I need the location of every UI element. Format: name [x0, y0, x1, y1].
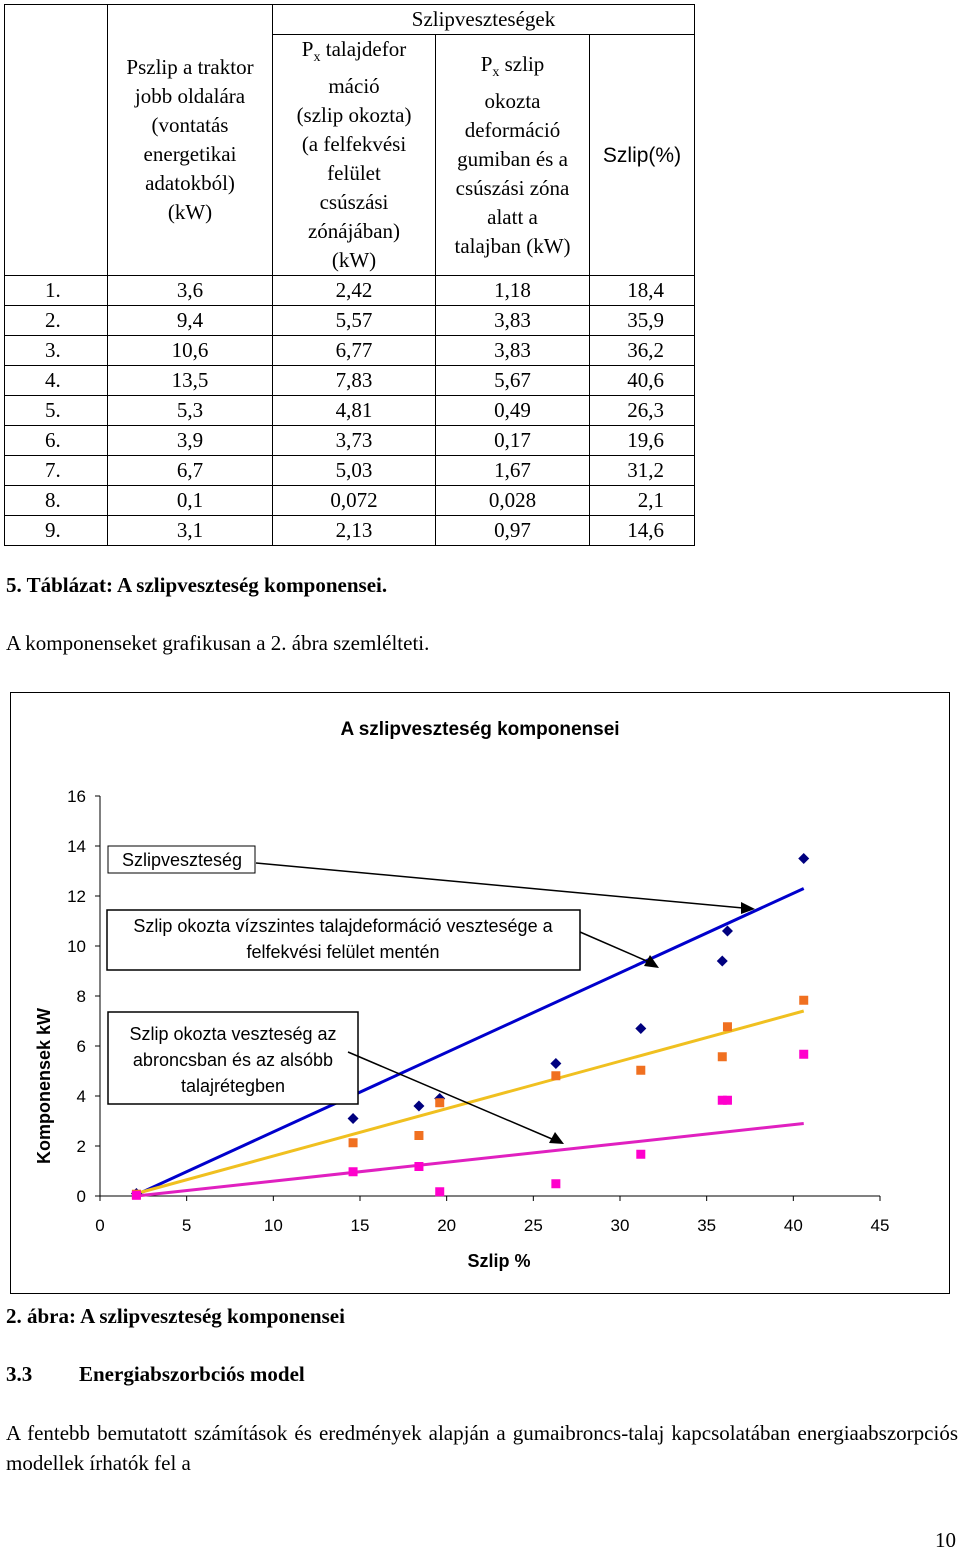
x-tick-label: 0 [95, 1216, 105, 1235]
table-corner-cell [5, 5, 108, 276]
y-tick-label: 6 [76, 1037, 86, 1056]
cell-szlip: 26,3 [590, 396, 695, 426]
x-tick-label: 30 [610, 1216, 630, 1235]
header-line: csúszási zóna [455, 175, 570, 200]
cell-pszlip: 6,7 [108, 456, 273, 486]
cell-talajdef: 2,13 [273, 516, 436, 546]
table-caption: 5. Táblázat: A szlipveszteség komponensei. [6, 573, 388, 597]
data-point-square [414, 1162, 423, 1171]
table-row [5, 396, 695, 426]
cell-pszlip: 13,5 [108, 366, 273, 396]
data-point-square [349, 1167, 358, 1176]
data-point-square [723, 1022, 732, 1031]
header-line: gumiban és a [457, 146, 568, 171]
cell-talajdef: 0,072 [273, 486, 436, 516]
cell-szlip: 2,1 [590, 486, 695, 516]
header-line: okozta [484, 88, 541, 113]
cell-talajdef: 5,57 [273, 306, 436, 336]
header-px-talajdeformacio [273, 35, 436, 276]
header-line: felület [327, 161, 381, 186]
chart-frame [11, 693, 950, 1294]
cell-szlip: 14,6 [590, 516, 695, 546]
page-number: 10 [935, 1528, 956, 1552]
cell-talajdef: 7,83 [273, 366, 436, 396]
y-axis-label: Komponensek kW [34, 1007, 54, 1165]
header-line: talajdefor [325, 37, 407, 61]
row-index: 6. [5, 426, 108, 456]
row-index: 8. [5, 486, 108, 516]
cell-szlip: 31,2 [590, 456, 695, 486]
table-row [5, 486, 695, 516]
data-point-square [435, 1187, 444, 1196]
cell-gumi: 1,18 [436, 276, 590, 306]
row-index: 2. [5, 306, 108, 336]
annotation-text-3a: Szlip okozta veszteség az [129, 1024, 337, 1044]
cell-pszlip: 3,1 [108, 516, 273, 546]
row-index: 7. [5, 456, 108, 486]
header-line: szlip [504, 51, 545, 76]
data-point-square [636, 1150, 645, 1159]
cell-gumi: 5,67 [436, 366, 590, 396]
cell-talajdef: 6,77 [273, 336, 436, 366]
annotation-text-1: Szlipveszteség [121, 850, 243, 870]
y-tick-label: 2 [76, 1137, 86, 1156]
cell-szlip: 35,9 [590, 306, 695, 336]
header-szlipvesztesegek: Szlipveszteségek [273, 5, 695, 35]
table-row [5, 306, 695, 336]
cell-gumi: 0,97 [436, 516, 590, 546]
px-symbol: $P_x$ [480, 51, 500, 80]
section-number: 3.3 [6, 1362, 33, 1386]
chart-container [10, 692, 950, 1294]
data-point-square [636, 1066, 645, 1075]
x-tick-label: 10 [263, 1216, 283, 1235]
table-row [5, 366, 695, 396]
y-tick-label: 0 [76, 1187, 86, 1206]
header-line: csúszási [319, 190, 389, 215]
data-point-square [723, 1096, 732, 1105]
data-point-square [799, 996, 808, 1005]
data-point-square [435, 1098, 444, 1107]
chart-title: A szlipveszteség komponensei [340, 719, 620, 740]
data-point-square [414, 1131, 423, 1140]
header-line: alatt a [487, 204, 538, 229]
cell-gumi: 0,49 [436, 396, 590, 426]
cell-pszlip: 5,3 [108, 396, 273, 426]
y-tick-label: 4 [76, 1087, 86, 1106]
y-tick-label: 12 [67, 887, 86, 906]
slip-loss-chart [10, 692, 950, 1294]
cell-gumi: 3,83 [436, 336, 590, 366]
cell-szlip: 18,4 [590, 276, 695, 306]
header-line: (kW) [331, 248, 377, 273]
x-tick-label: 25 [523, 1216, 543, 1235]
x-tick-label: 40 [783, 1216, 803, 1235]
body-paragraph: A fentebb bemutatott számítások és eredmények alapján a gumaibroncs-talaj kapcsolatában energiaabszorpciós modellek írhatók fel a [6, 1421, 958, 1475]
row-index: 5. [5, 396, 108, 426]
data-point-square [799, 1050, 808, 1059]
row-index: 3. [5, 336, 108, 366]
annotation-text-3c: talajrétegben [180, 1076, 286, 1096]
header-line: talajban (kW) [454, 233, 571, 258]
cell-szlip: 36,2 [590, 336, 695, 366]
cell-gumi: 1,67 [436, 456, 590, 486]
header-line: (vontatás [151, 113, 229, 138]
cell-talajdef: 3,73 [273, 426, 436, 456]
header-px-szlip-deformacio [436, 35, 590, 276]
table-row [5, 456, 695, 486]
y-tick-label: 14 [67, 837, 86, 856]
data-point-square [551, 1179, 560, 1188]
x-tick-label: 20 [437, 1216, 457, 1235]
cell-szlip: 40,6 [590, 366, 695, 396]
header-line: (a felfekvési [301, 132, 407, 157]
cell-talajdef: 5,03 [273, 456, 436, 486]
px-symbol: $P_x$ [301, 37, 321, 66]
table-row [5, 516, 695, 546]
annotation-text-3b: abroncsban és az alsóbb [132, 1050, 334, 1070]
header-pszlip [108, 5, 273, 276]
annotation-text-2a: Szlip okozta vízszintes talajdeformáció vesztesége a [133, 916, 553, 936]
cell-gumi: 0,028 [436, 486, 590, 516]
header-line: Pszlip a traktor [126, 55, 254, 80]
cell-pszlip: 3,6 [108, 276, 273, 306]
header-line: zónájában) [307, 219, 401, 244]
header-line: (kW) [167, 200, 213, 225]
row-index: 9. [5, 516, 108, 546]
header-line: energetikai [143, 142, 237, 167]
intro-text: A komponenseket grafikusan a 2. ábra szemlélteti. [6, 631, 430, 655]
row-index: 4. [5, 366, 108, 396]
header-line: (szlip okozta) [296, 103, 412, 128]
cell-pszlip: 0,1 [108, 486, 273, 516]
x-tick-label: 15 [350, 1216, 370, 1235]
section-heading [6, 1362, 305, 1387]
cell-pszlip: 10,6 [108, 336, 273, 366]
data-point-square [718, 1052, 727, 1061]
figure-caption: 2. ábra: A szlipveszteség komponensei [6, 1304, 345, 1328]
cell-talajdef: 4,81 [273, 396, 436, 426]
data-point-square [551, 1071, 560, 1080]
y-tick-label: 10 [67, 937, 86, 956]
cell-pszlip: 9,4 [108, 306, 273, 336]
cell-talajdef: 2,42 [273, 276, 436, 306]
header-line: deformáció [464, 117, 561, 142]
annotation-text-2b: felfekvési felület mentén [246, 942, 440, 962]
table-row [5, 426, 695, 456]
cell-szlip: 19,6 [590, 426, 695, 456]
data-point-square [132, 1191, 141, 1200]
header-line: máció [328, 74, 380, 99]
x-tick-label: 5 [181, 1216, 192, 1235]
header-line: jobb oldalára [134, 84, 246, 109]
y-tick-label: 8 [76, 987, 86, 1006]
header-line: adatokból) [145, 171, 235, 196]
components-table [4, 4, 695, 546]
table-row [5, 276, 695, 306]
x-tick-label: 45 [870, 1216, 890, 1235]
table-row [5, 336, 695, 366]
cell-gumi: 3,83 [436, 306, 590, 336]
y-tick-label: 16 [67, 787, 86, 806]
x-tick-label: 35 [697, 1216, 717, 1235]
header-szlip-percent: Szlip(%) [590, 35, 695, 276]
cell-gumi: 0,17 [436, 426, 590, 456]
section-title: Energiabszorbciós model [79, 1362, 305, 1386]
cell-pszlip: 3,9 [108, 426, 273, 456]
data-point-square [349, 1138, 358, 1147]
row-index: 1. [5, 276, 108, 306]
x-axis-label: Szlip % [467, 1251, 531, 1271]
